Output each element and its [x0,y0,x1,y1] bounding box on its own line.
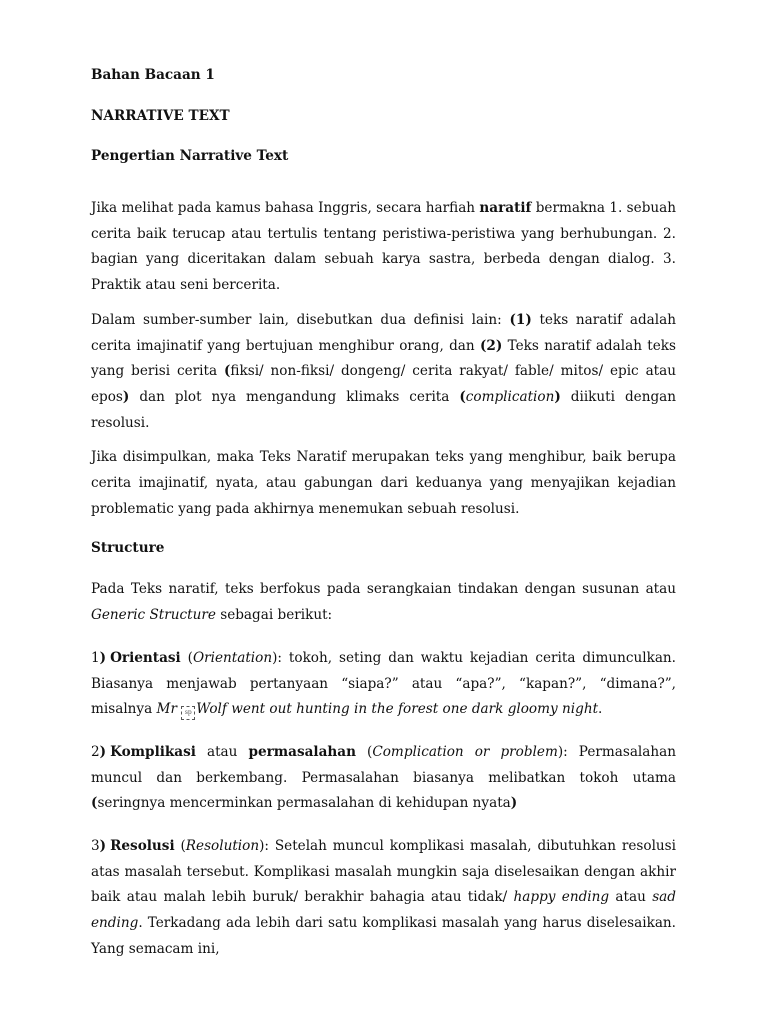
document-subtitle: NARRATIVE TEXT [91,108,230,124]
structure-item-resolution: 3) Resolusi (Resolution): Setelah muncul komplikasi masalah, dibutuhkan resolusi atas masalah tersebut. Komplikasi masalah mungkin saja diselesaikan dengan akhir baik atau malah lebih buruk/ berakhir bahagia atau tidak/ happy ending atau sad ending. Terkadang ada lebih dari satu komplikasi masalah yang harus diselesaikan. Yang semacam ini, [91,838,677,957]
hidden-space-marker-icon: sp [181,706,195,720]
paragraph-dictionary-definition: Jika melihat pada kamus bahasa Inggris, secara harfiah naratif bermakna 1. sebuah cerita baik terucap atau tertulis tentang peristiwa-peristiwa yang berhubungan. 2. bagian yang diceritakan dalam sebuah karya sastra, berbeda dengan dialog. 3. Praktik atau seni bercerita. [91,200,677,294]
paragraph-conclusion: Jika disimpulkan, maka Teks Naratif merupakan teks yang menghibur, baik berupa cerita imajinatif, nyata, atau gabungan dari keduanya yang menyajikan kejadian problematic yang pada akhirnya menemukan sebuah resolusi. [91,449,676,517]
section-heading-structure: Structure [91,540,165,557]
paragraph-other-definitions: Dalam sumber-sumber lain, disebutkan dua definisi lain: (1) teks naratif adalah cerita imajinatif yang bertujuan menghibur orang, dan (2) Teks naratif adalah teks yang berisi cerita (fiksi/ non-fiksi/ dongeng/ cerita rakyat/ fable/ mitos/ epic atau epos) dan plot nya mengandung klimaks cerita (complication) diikuti dengan resolusi. [91,311,677,431]
structure-item-complication: 2) Komplikasi atau permasalahan (Complication or problem): Permasalahan muncul dan berkembang. Permasalahan biasanya melibatkan tokoh utama (seringnya mencerminkan permasalahan di kehidupan nyata) [91,743,677,812]
paragraph-structure-intro: Pada Teks naratif, teks berfokus pada serangkaian tindakan dengan susunan atau Generic Structure sebagai berikut: [91,581,676,624]
section-heading-definition: Pengertian Narrative Text [91,148,289,164]
document-title: Bahan Bacaan 1 [91,67,215,83]
structure-item-orientation: 1) Orientasi (Orientation): tokoh, seting dan waktu kejadian cerita dimunculkan. Biasanya menjawab pertanyaan “siapa?” atau “apa?”, “kapan?”, “dimana?”, misalnya Mr sp Wolf went out hunting in the forest one dark gloomy night. [91,646,676,723]
